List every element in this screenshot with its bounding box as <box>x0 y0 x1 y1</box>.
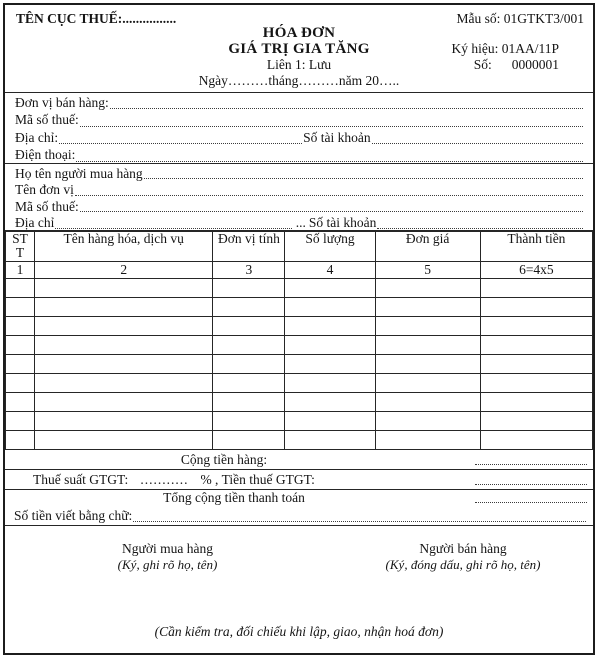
item-cell <box>213 431 285 450</box>
buyer-unit-fill <box>75 182 583 195</box>
seller-phone-label: Điện thoại: <box>15 147 76 163</box>
item-cell <box>480 431 592 450</box>
date-line: Ngày………tháng………năm 20….. <box>198 72 400 88</box>
item-cell <box>35 355 213 374</box>
amount-in-words-label: Số tiền viết bằng chữ: <box>14 508 133 523</box>
item-cell <box>480 374 592 393</box>
item-cell <box>35 279 213 298</box>
buyer-address-line <box>15 215 584 231</box>
column-number-row <box>6 262 593 279</box>
items-header-row <box>6 232 593 262</box>
table-row <box>6 431 593 450</box>
item-cell <box>285 374 375 393</box>
seller-signature-title: Người bán hàng <box>419 541 507 556</box>
seller-address-label: Địa chỉ: <box>15 129 59 145</box>
buyer-unit-line <box>15 182 584 198</box>
invoice-number-line <box>474 57 559 73</box>
item-cell <box>213 279 285 298</box>
invoice-number-label: Số: <box>473 57 492 72</box>
item-cell <box>213 317 285 336</box>
seller-address-line <box>15 130 584 147</box>
item-cell <box>35 431 213 450</box>
form-number-value: 01GTKT3/001 <box>503 11 584 26</box>
vat-amount-fill <box>475 484 587 485</box>
buyer-taxcode-label: Mã số thuế: <box>15 198 79 214</box>
seller-address-fill <box>59 130 302 144</box>
item-cell <box>480 393 592 412</box>
item-cell <box>285 317 375 336</box>
item-cell <box>285 336 375 355</box>
invoice-frame <box>3 3 595 655</box>
item-cell <box>375 431 480 450</box>
seller-account-fill <box>372 130 583 144</box>
item-cell <box>6 355 35 374</box>
amount-in-words-row <box>5 507 593 526</box>
seller-phone-line <box>15 147 584 164</box>
item-cell <box>213 393 285 412</box>
item-cell <box>35 336 213 355</box>
serial-value: 01AA/11P <box>501 41 559 56</box>
buyer-signature-block <box>80 541 255 573</box>
buyer-unit-label: Tên đơn vị <box>15 182 74 198</box>
item-cell <box>480 355 592 374</box>
table-row <box>6 279 593 298</box>
table-row <box>6 317 593 336</box>
item-cell <box>213 412 285 431</box>
subtotal-label: Cộng tiền hàng: <box>180 452 268 467</box>
vat-rate-label: Thuế suất GTGT: <box>33 472 129 487</box>
item-cell <box>480 336 592 355</box>
column-header: Tên hàng hóa, dịch vụ <box>35 232 213 262</box>
item-cell <box>35 298 213 317</box>
buyer-signature-title: Người mua hàng <box>122 541 213 556</box>
item-cell <box>375 317 480 336</box>
item-cell <box>6 336 35 355</box>
copy-line: Liên 1: Lưu <box>266 57 332 72</box>
column-header: Đơn giá <box>375 232 480 262</box>
table-row <box>6 298 593 317</box>
seller-taxcode-label: Mã số thuế: <box>15 112 79 128</box>
vat-rate-fill: ........... <box>140 472 189 487</box>
item-cell <box>35 374 213 393</box>
item-cell <box>6 317 35 336</box>
item-cell <box>375 393 480 412</box>
subtotal-fill <box>475 464 587 465</box>
item-cell <box>480 317 592 336</box>
footer-note: (Cần kiểm tra, đối chiếu khi lập, giao, nhận hoá đơn) <box>154 624 444 639</box>
grand-total-label: Tổng cộng tiền thanh toán <box>163 490 305 505</box>
item-cell <box>285 393 375 412</box>
column-number: 6=4x5 <box>480 262 592 279</box>
seller-phone-fill <box>76 147 583 161</box>
item-cell <box>6 279 35 298</box>
item-cell <box>6 431 35 450</box>
item-cell <box>285 431 375 450</box>
item-cell <box>35 317 213 336</box>
column-header: Đơn vị tính <box>213 232 285 262</box>
form-number-line <box>457 11 585 27</box>
item-cell <box>285 412 375 431</box>
item-cell <box>285 279 375 298</box>
buyer-signature-note: (Ký, ghi rõ họ, tên) <box>117 557 218 572</box>
grand-total-fill <box>475 502 587 503</box>
item-cell <box>213 374 285 393</box>
table-row <box>6 412 593 431</box>
signature-section <box>5 526 593 653</box>
item-cell <box>285 298 375 317</box>
item-cell <box>375 336 480 355</box>
buyer-section <box>5 164 593 231</box>
seller-unit-line <box>15 95 584 112</box>
invoice-header <box>5 5 593 93</box>
table-row <box>6 355 593 374</box>
invoice-subtitle: GIÁ TRỊ GIA TĂNG <box>228 40 370 57</box>
column-header: STT <box>6 232 35 262</box>
column-number: 5 <box>375 262 480 279</box>
item-cell <box>375 374 480 393</box>
item-cell <box>6 412 35 431</box>
invoice-number-value: 0000001 <box>511 57 559 72</box>
item-cell <box>375 355 480 374</box>
table-row <box>6 374 593 393</box>
buyer-name-fill <box>144 166 583 179</box>
serial-line <box>451 41 559 57</box>
buyer-taxcode-fill <box>80 199 583 212</box>
item-cell <box>480 298 592 317</box>
item-cell <box>213 298 285 317</box>
amount-in-words-fill <box>133 507 586 522</box>
buyer-account-label: Số tài khoản <box>308 215 377 231</box>
column-header: Thành tiền <box>480 232 592 262</box>
vat-amount-label: % , Tiền thuế GTGT: <box>200 472 315 487</box>
item-cell <box>6 374 35 393</box>
buyer-name-label: Họ tên người mua hàng <box>15 166 143 181</box>
table-row <box>6 336 593 355</box>
seller-taxcode-fill <box>80 112 583 126</box>
item-cell <box>480 412 592 431</box>
form-number-label: Mẫu số: <box>456 11 501 26</box>
subtotal-row <box>5 450 593 470</box>
item-cell <box>35 393 213 412</box>
buyer-address-fill <box>55 215 291 228</box>
seller-account-label: Số tài khoản <box>303 129 371 145</box>
seller-taxcode-line <box>15 112 584 129</box>
table-row <box>6 393 593 412</box>
item-cell <box>285 355 375 374</box>
item-cell <box>375 298 480 317</box>
serial-label: Ký hiệu: <box>451 41 499 56</box>
seller-section <box>5 93 593 164</box>
buyer-address-label: Địa chỉ <box>15 215 55 231</box>
grand-total-row <box>5 490 593 507</box>
item-cell <box>375 279 480 298</box>
buyer-name-line <box>15 166 584 182</box>
invoice-title: HÓA ĐƠN <box>262 25 336 41</box>
item-cell <box>6 298 35 317</box>
item-cell <box>6 393 35 412</box>
item-cell <box>213 336 285 355</box>
vat-row <box>5 470 593 490</box>
column-number: 4 <box>285 262 375 279</box>
items-table <box>5 231 593 450</box>
column-number: 1 <box>6 262 35 279</box>
seller-unit-label: Đơn vị bán hàng: <box>15 95 109 110</box>
seller-signature-block <box>357 541 569 573</box>
seller-signature-note: (Ký, đóng dấu, ghi rõ họ, tên) <box>385 557 541 572</box>
item-cell <box>35 412 213 431</box>
item-cell <box>480 279 592 298</box>
tax-office-label: TÊN CỤC THUẾ:................ <box>16 11 177 26</box>
buyer-account-separator: ... <box>295 215 306 231</box>
column-header: Số lượng <box>285 232 375 262</box>
seller-unit-fill <box>110 95 583 109</box>
buyer-taxcode-line <box>15 199 584 215</box>
buyer-account-fill <box>377 215 583 228</box>
item-cell <box>213 355 285 374</box>
column-number: 2 <box>35 262 213 279</box>
column-number: 3 <box>213 262 285 279</box>
item-cell <box>375 412 480 431</box>
